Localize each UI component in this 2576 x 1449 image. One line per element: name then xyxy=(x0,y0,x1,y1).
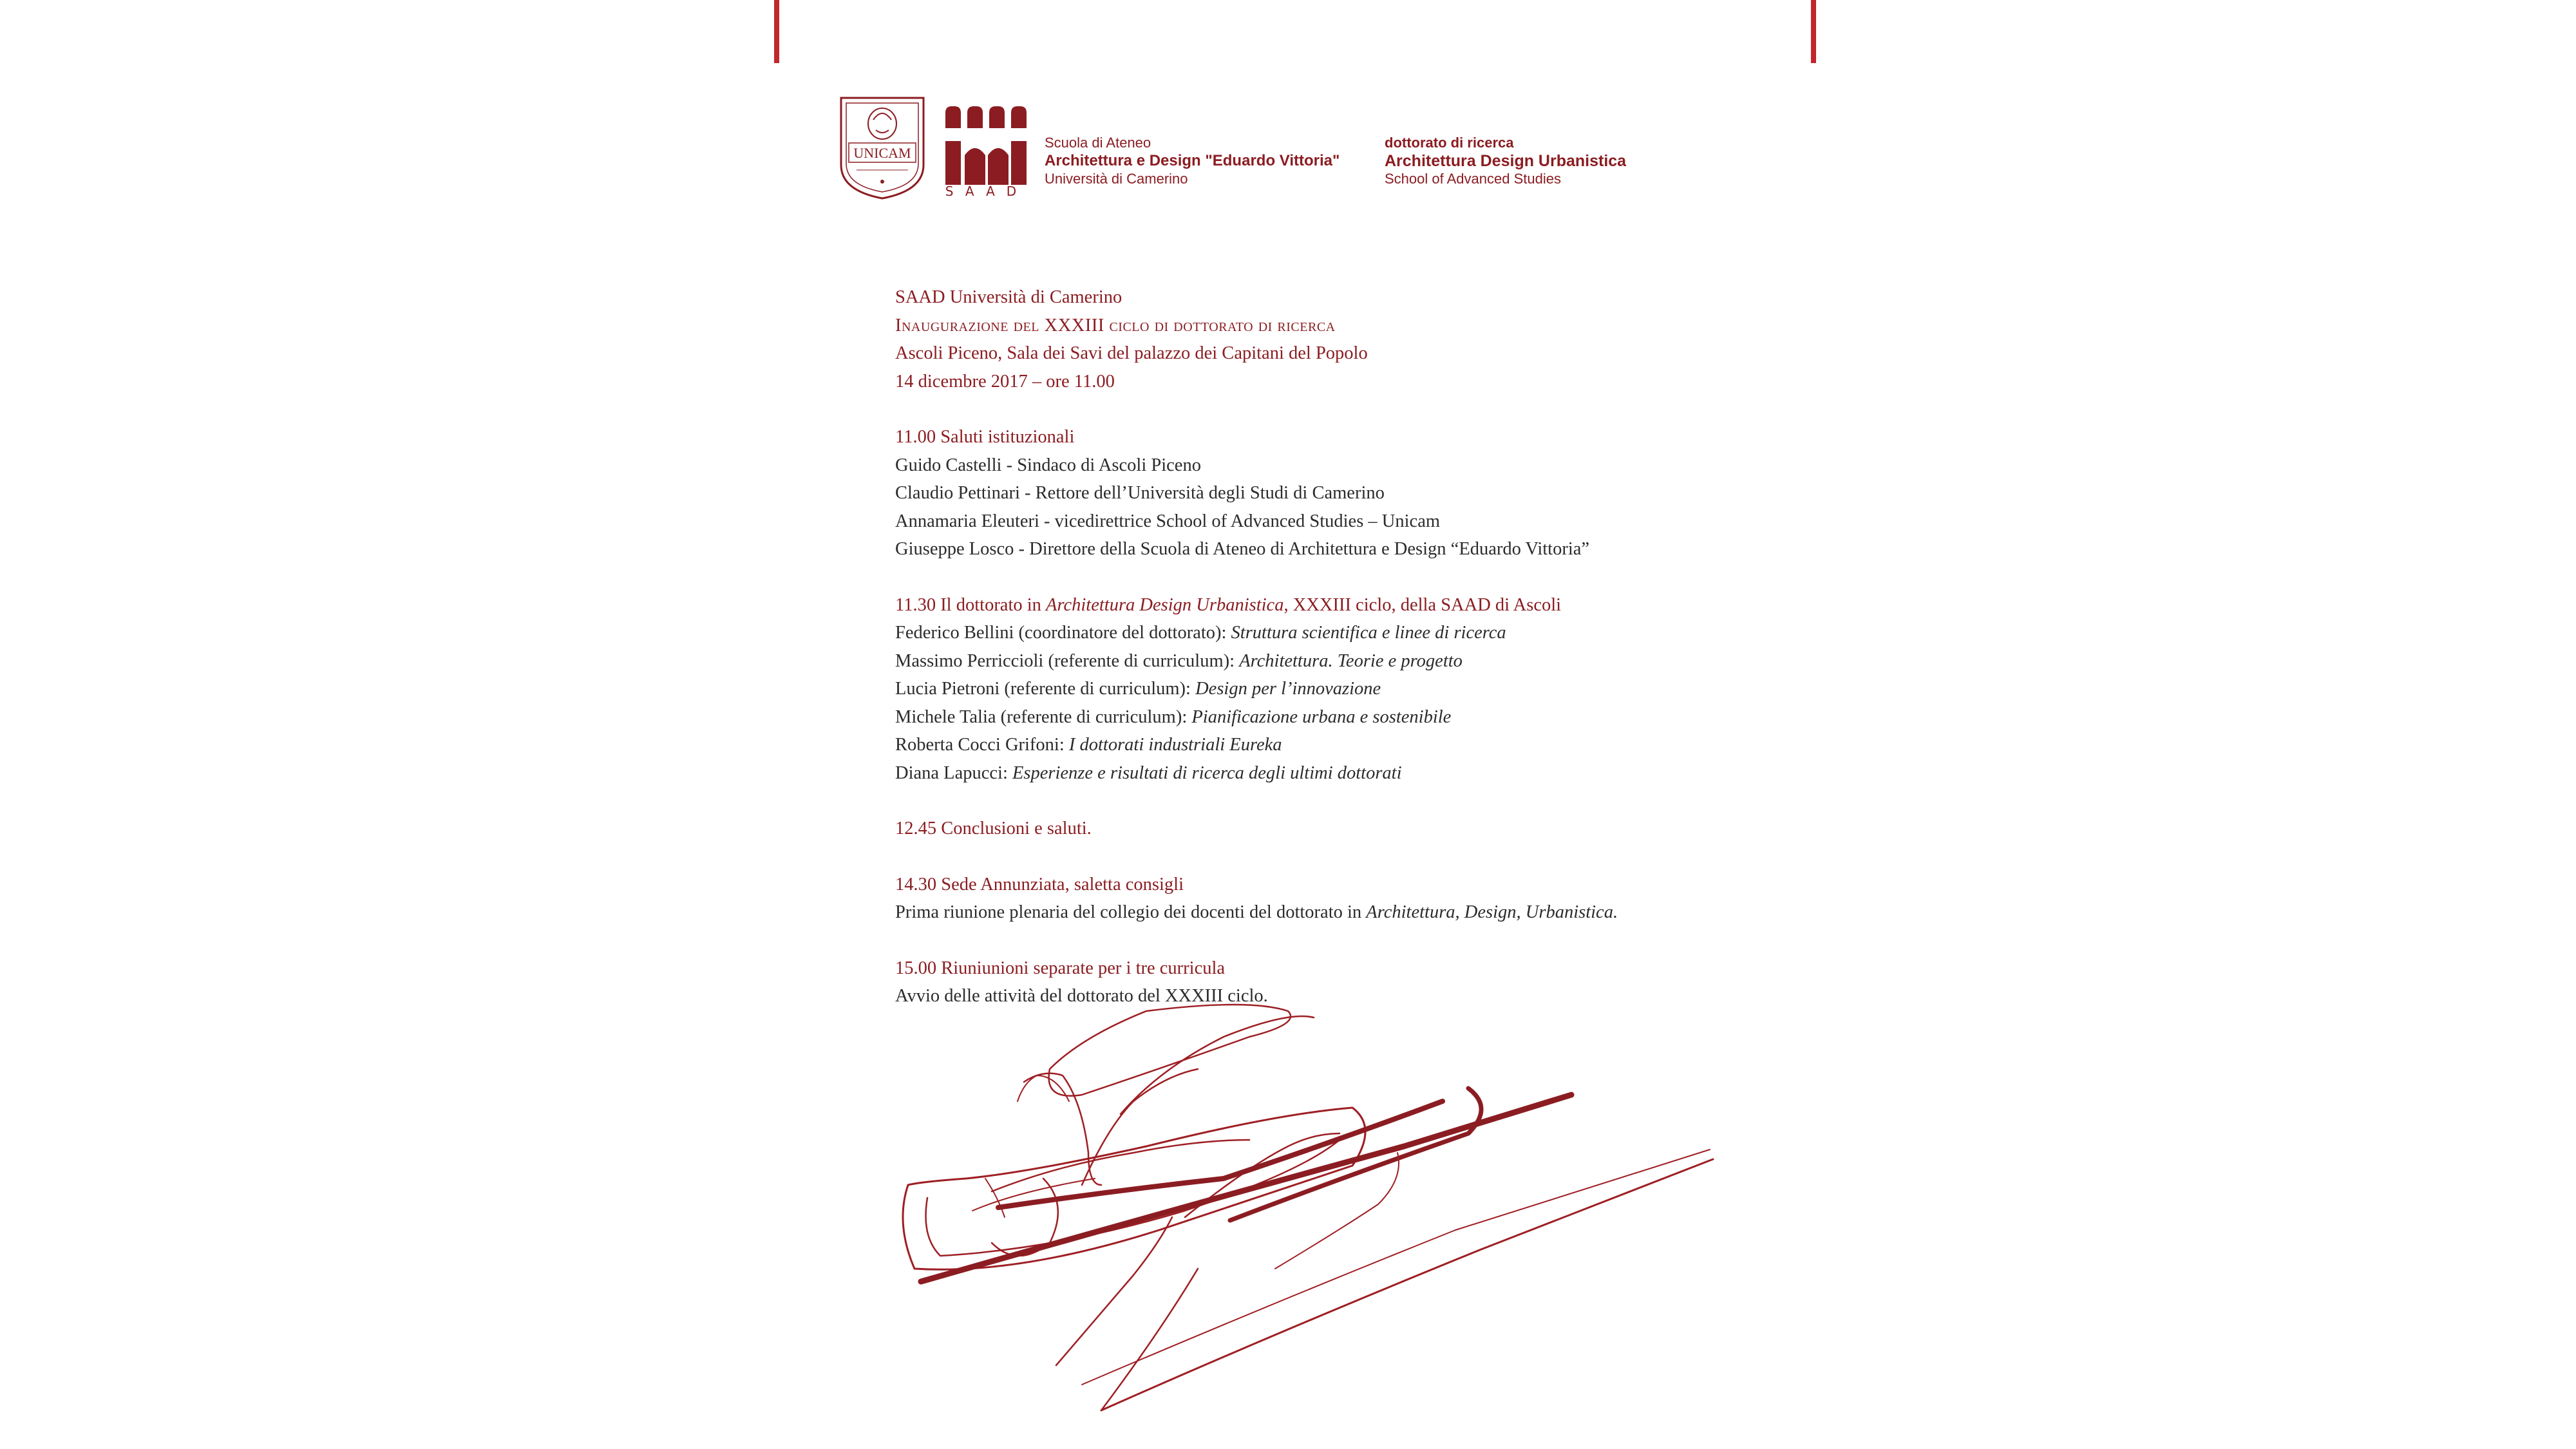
section-1-heading: 11.00 Saluti istituzionali xyxy=(895,427,1075,447)
section-2-heading-post: , XXXIII ciclo, della SAAD di Ascoli xyxy=(1283,594,1562,615)
speaker-name: Michele Talia (referente di curriculum): xyxy=(895,706,1192,727)
section-2-heading-pre: 11.30 Il dottorato in xyxy=(895,594,1046,615)
speaker-name: Massimo Perriccioli (referente di curriculum): xyxy=(895,650,1240,671)
header xyxy=(837,90,1674,213)
intro-title-post: ciclo di dottorato di ricerca xyxy=(1104,315,1336,336)
school-line-2: Architettura e Design "Eduardo Vittoria" xyxy=(1045,152,1340,169)
section-4-heading: 14.30 Sede Annunziata, saletta consigli xyxy=(895,874,1184,895)
section-2-item xyxy=(895,675,1732,703)
speaker-name: Federico Bellini (coordinatore del dottorato): xyxy=(895,623,1231,643)
intro-date: 14 dicembre 2017 – ore 11.00 xyxy=(895,371,1115,392)
section-5-heading: 15.00 Riuniunioni separate per i tre curricula xyxy=(895,958,1226,978)
dottorato-line-3: School of Advanced Studies xyxy=(1385,171,1561,187)
unicam-logo xyxy=(837,94,927,201)
section-1-item: Claudio Pettinari - Rettore dell’Università degli Studi di Camerino xyxy=(895,483,1385,503)
section-4-text xyxy=(895,898,1732,927)
frame-line-left xyxy=(774,0,779,63)
speaker-topic: Struttura scientifica e linee di ricerca xyxy=(1231,623,1506,643)
unicam-logo-text: UNICAM xyxy=(853,145,911,161)
section-2-heading-italic: Architettura Design Urbanistica xyxy=(1046,594,1284,615)
speaker-topic: Esperienze e risultati di ricerca degli ultimi dottorati xyxy=(1012,762,1402,783)
school-line-1: Scuola di Ateneo xyxy=(1045,135,1151,151)
speaker-topic: Pianificazione urbana e sostenibile xyxy=(1191,706,1452,727)
speaker-name: Roberta Cocci Grifoni: xyxy=(895,735,1069,755)
intro-title-num: XXXIII xyxy=(1044,315,1104,336)
intro-title xyxy=(895,312,1732,340)
section-2-item xyxy=(895,731,1732,759)
school-text xyxy=(1045,134,1340,188)
dottorato-text xyxy=(1385,134,1626,188)
section-2-item xyxy=(895,703,1732,732)
intro-title-pre: Inaugurazione del xyxy=(895,315,1045,336)
program-content xyxy=(895,283,1732,1010)
section-2-item xyxy=(895,647,1732,676)
frame-line-right xyxy=(1811,0,1816,63)
dottorato-line-2: Architettura Design Urbanistica xyxy=(1385,152,1627,170)
dottorato-line-1: dottorato di ricerca xyxy=(1385,135,1514,151)
section-4-text-pre: Prima riunione plenaria del collegio dei docenti del dottorato in xyxy=(895,902,1367,922)
intro-line-1: SAAD Università di Camerino xyxy=(895,287,1122,307)
intro-location: Ascoli Piceno, Sala dei Savi del palazzo dei Capitani del Popolo xyxy=(895,343,1368,363)
section-1-item: Guido Castelli - Sindaco di Ascoli Piceno xyxy=(895,455,1201,475)
school-line-3: Università di Camerino xyxy=(1045,171,1188,187)
section-2-heading xyxy=(895,591,1732,620)
section-2-item xyxy=(895,619,1732,647)
speaker-topic: Design per l’innovazione xyxy=(1195,679,1381,699)
section-1-item: Annamaria Eleuteri - vicedirettrice School of Advanced Studies – Unicam xyxy=(895,511,1441,531)
speaker-topic: Architettura. Teorie e progetto xyxy=(1239,650,1463,671)
section-2-item xyxy=(895,759,1732,788)
speaker-name: Lucia Pietroni (referente di curriculum): xyxy=(895,679,1196,699)
saad-letters: SAAD xyxy=(945,184,1028,199)
speaker-name: Diana Lapucci: xyxy=(895,762,1012,783)
section-3-heading: 12.45 Conclusioni e saluti. xyxy=(895,819,1092,838)
section-1-item: Giuseppe Losco - Direttore della Scuola di Ateneo di Architettura e Design “Eduardo Vittoria” xyxy=(895,539,1590,559)
architectural-sketch xyxy=(889,998,1726,1423)
section-4-text-italic: Architettura, Design, Urbanistica. xyxy=(1366,902,1618,922)
section-5-text: Avvio delle attività del dottorato del XXXIII ciclo. xyxy=(895,986,1268,1006)
speaker-topic: I dottorati industriali Eureka xyxy=(1068,735,1282,755)
